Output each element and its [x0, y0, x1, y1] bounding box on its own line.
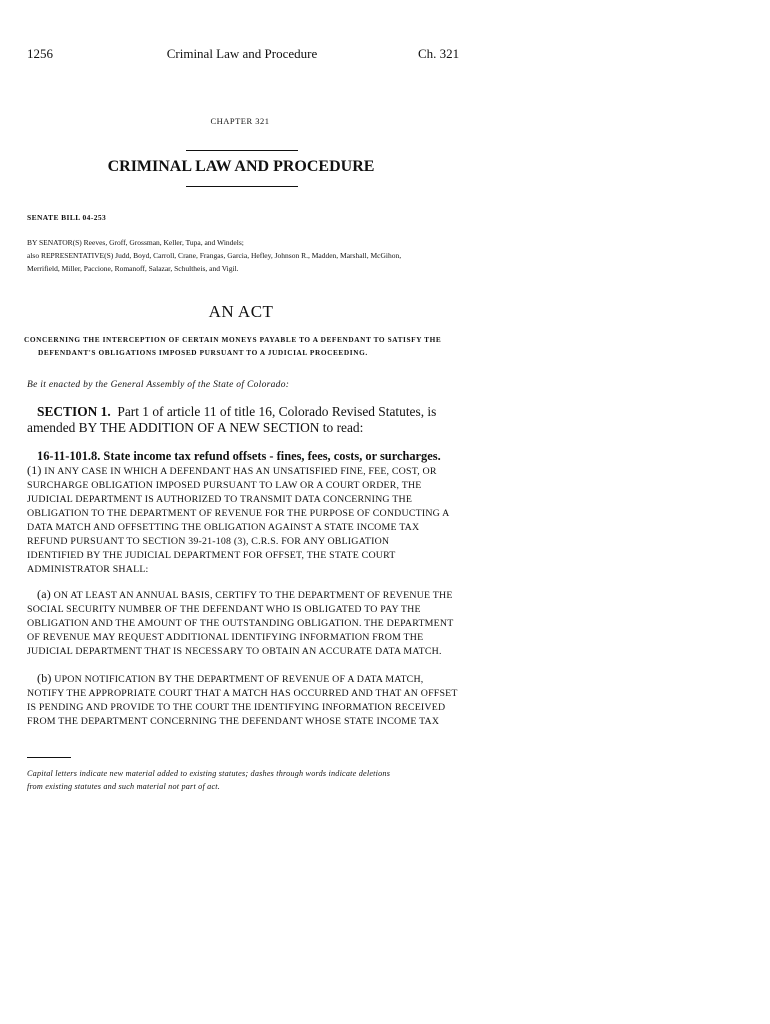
section-1-line: amended BY THE ADDITION OF A NEW SECTION to read: [27, 420, 364, 435]
sponsors-line: also REPRESENTATIVE(S) Judd, Boyd, Carroll, Crane, Frangas, Garcia, Hefley, Johnson R., Madden, Marshall, McGihon, [27, 251, 402, 260]
statute-line [27, 587, 459, 603]
paragraph-label: (a) [37, 587, 51, 601]
statute-line: JUDICIAL DEPARTMENT THAT IS NECESSARY TO OBTAIN AN ACCURATE DATA MATCH. [27, 646, 442, 657]
bill-number: SENATE BILL 04-253 [27, 213, 107, 222]
statute-text: ON AT LEAST AN ANNUAL BASIS, CERTIFY TO THE DEPARTMENT OF REVENUE THE [53, 590, 453, 601]
enacting-clause: Be it enacted by the General Assembly of the State of Colorado: [27, 380, 290, 390]
statute-line: JUDICIAL DEPARTMENT IS AUTHORIZED TO TRANSMIT DATA CONCERNING THE [27, 494, 413, 505]
running-title: Criminal Law and Procedure [166, 46, 318, 61]
statute-line: SURCHARGE OBLIGATION IMPOSED PURSUANT TO LAW OR A COURT ORDER, THE [27, 480, 422, 491]
statute-line [27, 671, 459, 687]
subsection-label: (1) [27, 463, 42, 477]
statute-paragraph-a [27, 587, 459, 659]
footnote-line: Capital letters indicate new material added to existing statutes; dashes through words indicate deletions [27, 769, 391, 778]
statute-line: NOTIFY THE APPROPRIATE COURT THAT A MATCH HAS OCCURRED AND THAT AN OFFSET [27, 688, 458, 699]
statute-line: OBLIGATION AND THE AMOUNT OF THE OUTSTANDING OBLIGATION. THE DEPARTMENT [27, 618, 454, 629]
statute-text: UPON NOTIFICATION BY THE DEPARTMENT OF REVENUE OF A DATA MATCH, [54, 674, 424, 685]
chapter-title: CRIMINAL LAW AND PROCEDURE [107, 158, 375, 175]
statute-line: ADMINISTRATOR SHALL: [27, 564, 149, 575]
statute-line: IS PENDING AND PROVIDE TO THE COURT THE IDENTIFYING INFORMATION RECEIVED [27, 702, 446, 713]
statute-line [27, 463, 459, 479]
title-rule-bottom [186, 186, 298, 187]
act-title: AN ACT [208, 302, 274, 321]
page-number: 1256 [27, 46, 53, 61]
statute-line: IDENTIFIED BY THE JUDICIAL DEPARTMENT FOR OFFSET, THE STATE COURT [27, 550, 396, 561]
section-1-label: SECTION 1. [37, 404, 111, 419]
sponsors-line: Merrifield, Miller, Paccione, Romanoff, Salazar, Schultheis, and Vigil. [27, 264, 239, 273]
statute-line: DATA MATCH AND OFFSETTING THE OBLIGATION AGAINST A STATE INCOME TAX [27, 522, 420, 533]
footnote-rule [27, 757, 71, 758]
sponsors-line: BY SENATOR(S) Reeves, Groff, Grossman, Keller, Tupa, and Windels; [27, 238, 244, 247]
title-rule-top [186, 150, 298, 151]
statute-heading: 16-11-101.8. State income tax refund offsets - fines, fees, costs, or surcharges. [37, 449, 441, 463]
section-1 [27, 404, 459, 436]
statute-line: OF REVENUE MAY REQUEST ADDITIONAL IDENTIFYING INFORMATION FROM THE [27, 632, 424, 643]
statute-line: SOCIAL SECURITY NUMBER OF THE DEFENDANT WHO IS OBLIGATED TO PAY THE [27, 604, 421, 615]
statute-line: OBLIGATION TO THE DEPARTMENT OF REVENUE FOR THE PURPOSE OF CONDUCTING A [27, 508, 450, 519]
statute-line: REFUND PURSUANT TO SECTION 39-21-108 (3), C.R.S. FOR ANY OBLIGATION [27, 536, 390, 547]
chapter-reference: Ch. 321 [418, 46, 460, 61]
statute-line: FROM THE DEPARTMENT CONCERNING THE DEFENDANT WHOSE STATE INCOME TAX [27, 716, 440, 727]
paragraph-label: (b) [37, 671, 52, 685]
statute-paragraph-b [27, 671, 459, 729]
footnote-line: from existing statutes and such material not part of act. [27, 782, 221, 791]
concerning-clause [24, 333, 464, 359]
statute-text: IN ANY CASE IN WHICH A DEFENDANT HAS AN UNSATISFIED FINE, FEE, COST, OR [44, 466, 437, 477]
concerning-line: DEFENDANT'S OBLIGATIONS IMPOSED PURSUANT TO A JUDICIAL PROCEEDING. [38, 348, 368, 357]
footnote [27, 767, 467, 793]
concerning-line: CONCERNING THE INTERCEPTION OF CERTAIN MONEYS PAYABLE TO A DEFENDANT TO SATISFY THE [24, 335, 442, 344]
chapter-label: CHAPTER 321 [210, 116, 270, 126]
statute-subsection-1 [27, 449, 459, 577]
section-1-text: Part 1 of article 11 of title 16, Colorado Revised Statutes, is [117, 404, 437, 419]
section-1-line [27, 404, 459, 420]
